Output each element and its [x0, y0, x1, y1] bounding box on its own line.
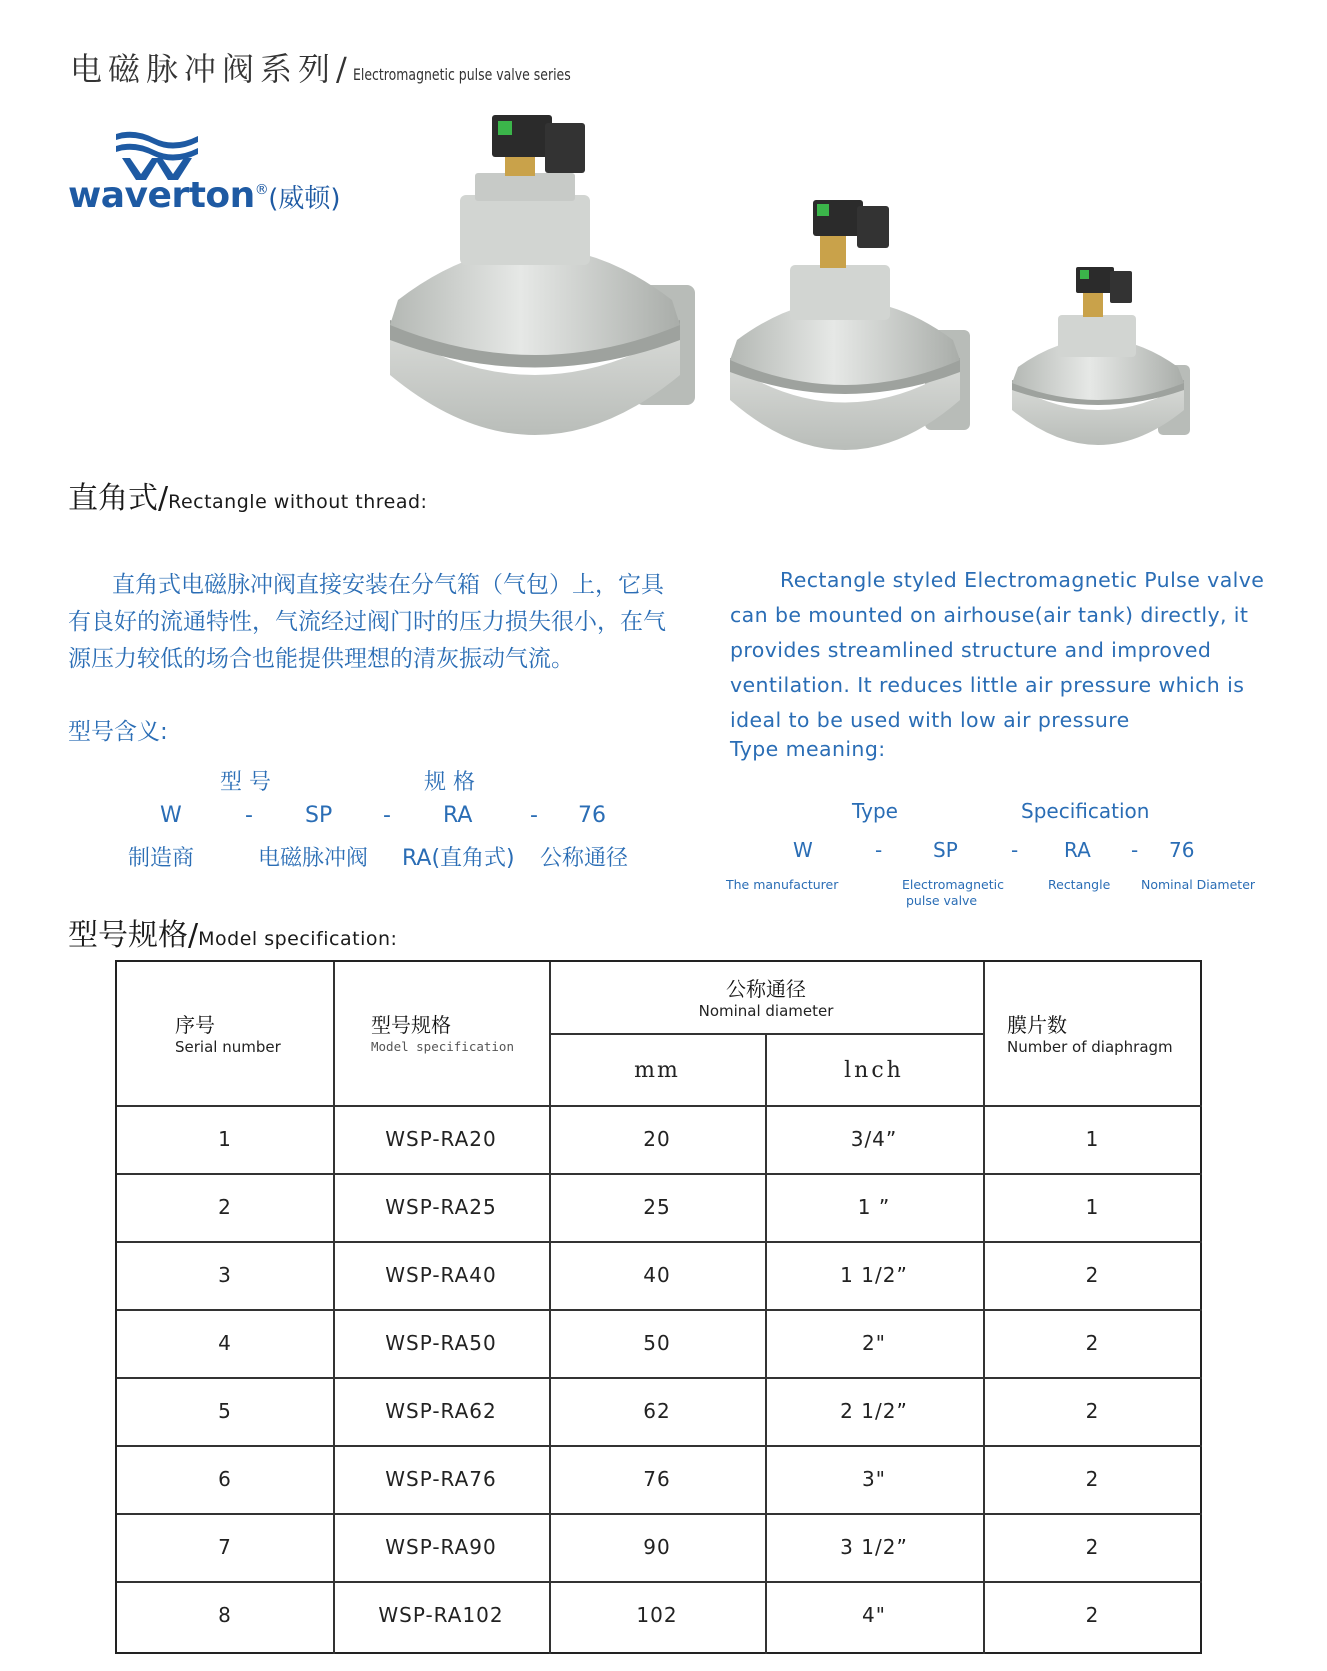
- type-cn-code-sep: -: [530, 803, 538, 828]
- header-diaphragm: [1007, 1014, 1173, 1058]
- row-inch: 3": [862, 1467, 886, 1491]
- valve-product-images: [380, 115, 1320, 495]
- type-cn-code-sep: -: [245, 803, 253, 828]
- header-diameter: [549, 978, 983, 1022]
- description-en-line: Rectangle styled Electromagnetic Pulse valve: [780, 568, 1265, 592]
- header-diaphragm-cn: 膜片数: [1007, 1013, 1067, 1037]
- section-title-rectangle: [68, 473, 427, 517]
- header-inch: lnch: [844, 1058, 904, 1083]
- logo-word: waverton: [68, 175, 255, 216]
- row-model: WSP-RA50: [385, 1331, 497, 1355]
- type-en-code-sep: -: [1011, 838, 1019, 862]
- type-en-code-76: 76: [1169, 838, 1195, 862]
- description-cn: [68, 567, 678, 678]
- row-inch: 4": [862, 1603, 886, 1627]
- registered-mark: ®: [254, 182, 269, 198]
- type-en-name-diameter: Nominal Diameter: [1141, 877, 1256, 892]
- type-en-spec-label: Specification: [1021, 799, 1150, 823]
- header-serial-en: Serial number: [175, 1038, 281, 1056]
- row-model: WSP-RA40: [385, 1263, 497, 1287]
- logo-cn: (威顿): [268, 184, 341, 214]
- header-diaphragm-en: Number of diaphragm: [1007, 1038, 1173, 1056]
- row-mm: 76: [643, 1467, 671, 1491]
- row-inch: 3 1/2”: [840, 1535, 908, 1559]
- row-diaphragm: 2: [1085, 1399, 1100, 1423]
- row-diaphragm: 2: [1085, 1263, 1100, 1287]
- row-serial: 6: [218, 1467, 232, 1491]
- description-en: [730, 563, 1310, 738]
- valve-small-image: [1012, 267, 1190, 445]
- row-serial: 7: [218, 1535, 232, 1559]
- type-en-code-w: W: [793, 838, 813, 862]
- header-title-cn: 电磁脉冲阀系列/: [70, 50, 353, 88]
- row-mm: 25: [643, 1195, 671, 1219]
- row-serial: 3: [218, 1263, 232, 1287]
- description-en-line: can be mounted on airhouse(air tank) directly, it: [730, 603, 1249, 627]
- row-diaphragm: 1: [1085, 1195, 1100, 1219]
- header-diameter-cn: 公称通径: [726, 977, 806, 1001]
- row-inch: 1 ”: [857, 1195, 891, 1219]
- type-en-type-label: Type: [852, 799, 898, 823]
- type-en-code-sep: -: [1131, 838, 1139, 862]
- type-cn-spec-label: 规 格: [424, 770, 475, 795]
- row-inch: 3/4”: [850, 1127, 898, 1151]
- type-en-code-sep: -: [875, 838, 883, 862]
- header-serial: [175, 1014, 281, 1058]
- row-diaphragm: 1: [1085, 1127, 1100, 1151]
- row-mm: 90: [643, 1535, 671, 1559]
- type-en-code-sp: SP: [933, 838, 958, 862]
- type-cn-code-w: W: [160, 803, 182, 828]
- header-title-en: Electromagnetic pulse valve series: [352, 65, 571, 84]
- logo-wordmark: [68, 175, 341, 216]
- header-mm: mm: [634, 1058, 680, 1083]
- row-mm: 40: [643, 1263, 671, 1287]
- row-diaphragm: 2: [1085, 1467, 1100, 1491]
- type-cn-name-valve: 电磁脉冲阀: [258, 846, 369, 871]
- row-model: WSP-RA76: [385, 1467, 497, 1491]
- row-mm: 50: [643, 1331, 671, 1355]
- type-en-name-pulse-valve: pulse valve: [906, 893, 978, 908]
- header-model-en: Model specification: [371, 1039, 514, 1054]
- row-mm: 20: [643, 1127, 671, 1151]
- section-title-model-spec: [68, 910, 397, 954]
- row-serial: 4: [218, 1331, 232, 1355]
- row-model: WSP-RA90: [385, 1535, 497, 1559]
- section2-title-en: Model specification:: [198, 928, 398, 950]
- row-inch: 2 1/2”: [840, 1399, 908, 1423]
- type-cn-code-sp: SP: [305, 803, 333, 828]
- row-model: WSP-RA62: [385, 1399, 497, 1423]
- header-model-cn: 型号规格: [371, 1013, 451, 1037]
- type-cn-code-ra: RA: [443, 803, 473, 828]
- brand-logo: [68, 130, 368, 225]
- row-serial: 8: [218, 1603, 232, 1627]
- row-serial: 2: [218, 1195, 232, 1219]
- row-serial: 5: [218, 1399, 232, 1423]
- row-inch: 1 1/2”: [840, 1263, 908, 1287]
- type-en-name-manufacturer: The manufacturer: [726, 877, 839, 892]
- type-en-code-ra: RA: [1064, 838, 1091, 862]
- header-diameter-en: Nominal diameter: [698, 1002, 834, 1020]
- valve-medium-image: [730, 200, 970, 450]
- header-model: [371, 1014, 514, 1058]
- section1-title-en: Rectangle without thread:: [168, 491, 428, 513]
- row-diaphragm: 2: [1085, 1331, 1100, 1355]
- type-cn-code-sep: -: [383, 803, 391, 828]
- valve-large-image: [390, 115, 695, 435]
- row-model: WSP-RA20: [385, 1127, 497, 1151]
- description-en-line: provides streamlined structure and improved: [730, 638, 1212, 662]
- type-meaning-en-label: Type meaning:: [730, 737, 886, 761]
- description-en-line: ventilation. It reduces little air pressure which is: [730, 673, 1245, 697]
- description-cn-text: 直角式电磁脉冲阀直接安装在分气箱（气包）上，它具有良好的流通特性，气流经过阀门时的压力损失很小，在气源压力较低的场合也能提供理想的清灰振动气流。: [68, 572, 666, 672]
- row-mm: 62: [643, 1399, 671, 1423]
- section2-title-cn: 型号规格/: [68, 918, 199, 953]
- type-cn-name-manufacturer: 制造商: [128, 846, 195, 871]
- type-cn-type-label: 型 号: [220, 770, 271, 795]
- row-model: WSP-RA25: [385, 1195, 497, 1219]
- type-cn-code-76: 76: [578, 803, 606, 828]
- type-cn-name-rectangle: RA(直角式): [402, 846, 515, 871]
- type-meaning-cn-label: 型号含义:: [68, 719, 168, 745]
- page-header: [70, 44, 632, 90]
- row-mm: 102: [636, 1603, 678, 1627]
- row-diaphragm: 2: [1085, 1535, 1100, 1559]
- type-en-name-electromagnetic: Electromagnetic: [902, 877, 1004, 892]
- section1-title-cn: 直角式/: [68, 481, 169, 516]
- row-serial: 1: [218, 1127, 232, 1151]
- description-en-line: ideal to be used with low air pressure: [730, 708, 1130, 732]
- row-model: WSP-RA102: [378, 1603, 504, 1627]
- type-cn-name-diameter: 公称通径: [540, 846, 629, 871]
- type-en-name-rectangle: Rectangle: [1048, 877, 1111, 892]
- row-diaphragm: 2: [1085, 1603, 1100, 1627]
- spec-table: [115, 960, 1202, 1654]
- header-serial-cn: 序号: [175, 1013, 215, 1037]
- row-inch: 2": [862, 1331, 886, 1355]
